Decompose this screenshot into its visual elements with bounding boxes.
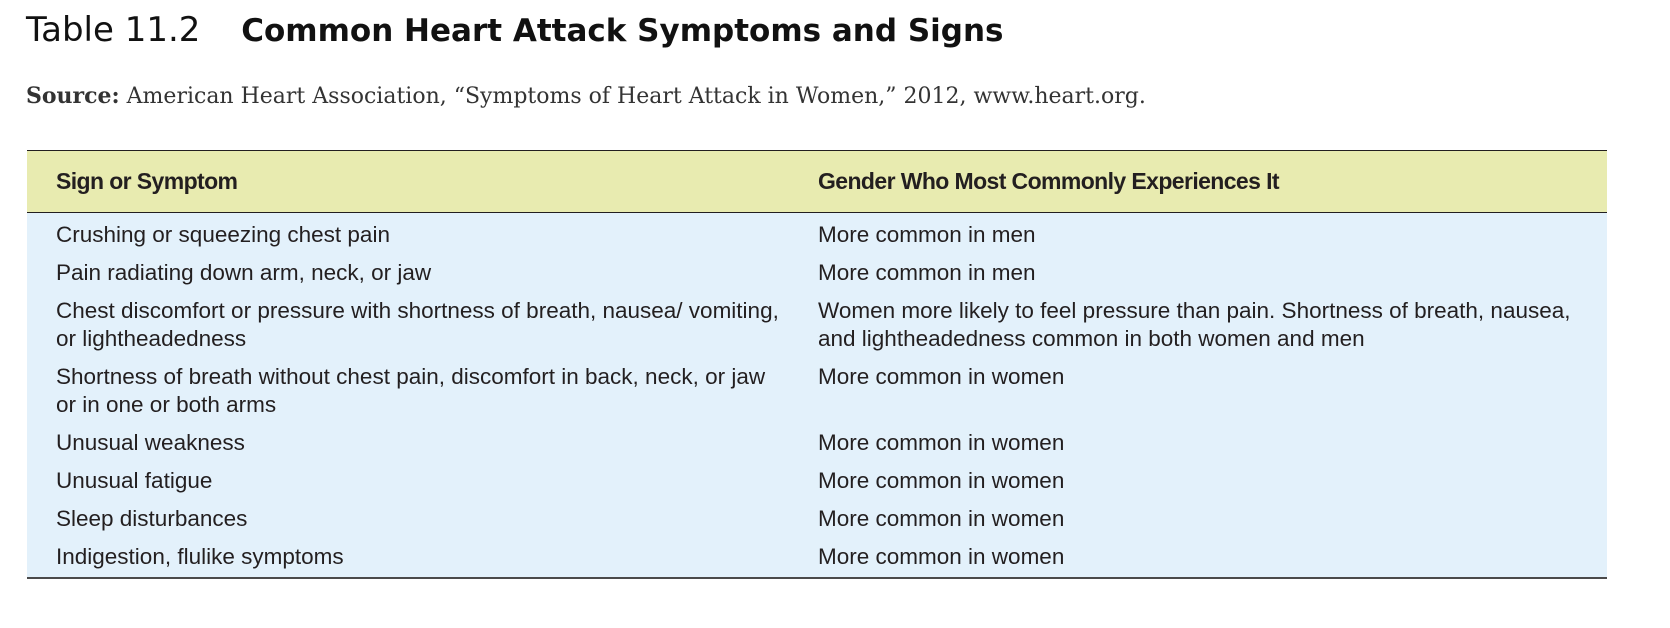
table-caption <box>26 8 1004 53</box>
source-line <box>26 80 1146 113</box>
symptoms-table <box>27 150 1607 579</box>
table-body <box>27 213 1607 579</box>
gender-cell: More common in women <box>818 468 1065 493</box>
table-row <box>27 500 1607 538</box>
sign-cell: Indigestion, flulike symptoms <box>56 544 344 569</box>
table-title: Common Heart Attack Symptoms and Signs <box>241 13 1004 49</box>
table-row <box>27 358 1607 424</box>
table-number: Table 11.2 <box>26 10 201 50</box>
sign-cell: Chest discomfort or pressure with shortness of breath, nausea/ vomiting, or lightheadedness <box>56 298 779 351</box>
sign-cell: Pain radiating down arm, neck, or jaw <box>56 260 432 285</box>
table-row <box>27 424 1607 462</box>
sign-cell: Unusual weakness <box>56 430 245 455</box>
gender-cell: More common in women <box>818 506 1065 531</box>
sign-cell: Crushing or squeezing chest pain <box>56 222 390 247</box>
gender-cell: More common in women <box>818 364 1065 389</box>
gender-cell: More common in women <box>818 544 1065 569</box>
gender-cell: More common in women <box>818 430 1065 455</box>
gender-cell: More common in men <box>818 260 1036 285</box>
table-row <box>27 292 1607 358</box>
table-row <box>27 213 1607 255</box>
sign-cell: Sleep disturbances <box>56 506 248 531</box>
table-row <box>27 462 1607 500</box>
gender-cell: More common in men <box>818 222 1036 247</box>
source-text: American Heart Association, “Symptoms of Heart Attack in Women,” 2012, www.heart.org. <box>126 84 1146 109</box>
header-sign-or-symptom: Sign or Symptom <box>27 151 789 213</box>
table-row <box>27 254 1607 292</box>
gender-cell: Women more likely to feel pressure than pain. Shortness of breath, nausea, and lightheadedness common in both women and men <box>818 298 1571 351</box>
table-header-row <box>27 151 1607 213</box>
header-gender: Gender Who Most Commonly Experiences It <box>789 151 1607 213</box>
source-label: Source: <box>26 83 120 109</box>
sign-cell: Shortness of breath without chest pain, discomfort in back, neck, or jaw or in one or both arms <box>56 364 766 417</box>
sign-cell: Unusual fatigue <box>56 468 213 493</box>
table-row <box>27 538 1607 578</box>
table-header <box>27 151 1607 213</box>
